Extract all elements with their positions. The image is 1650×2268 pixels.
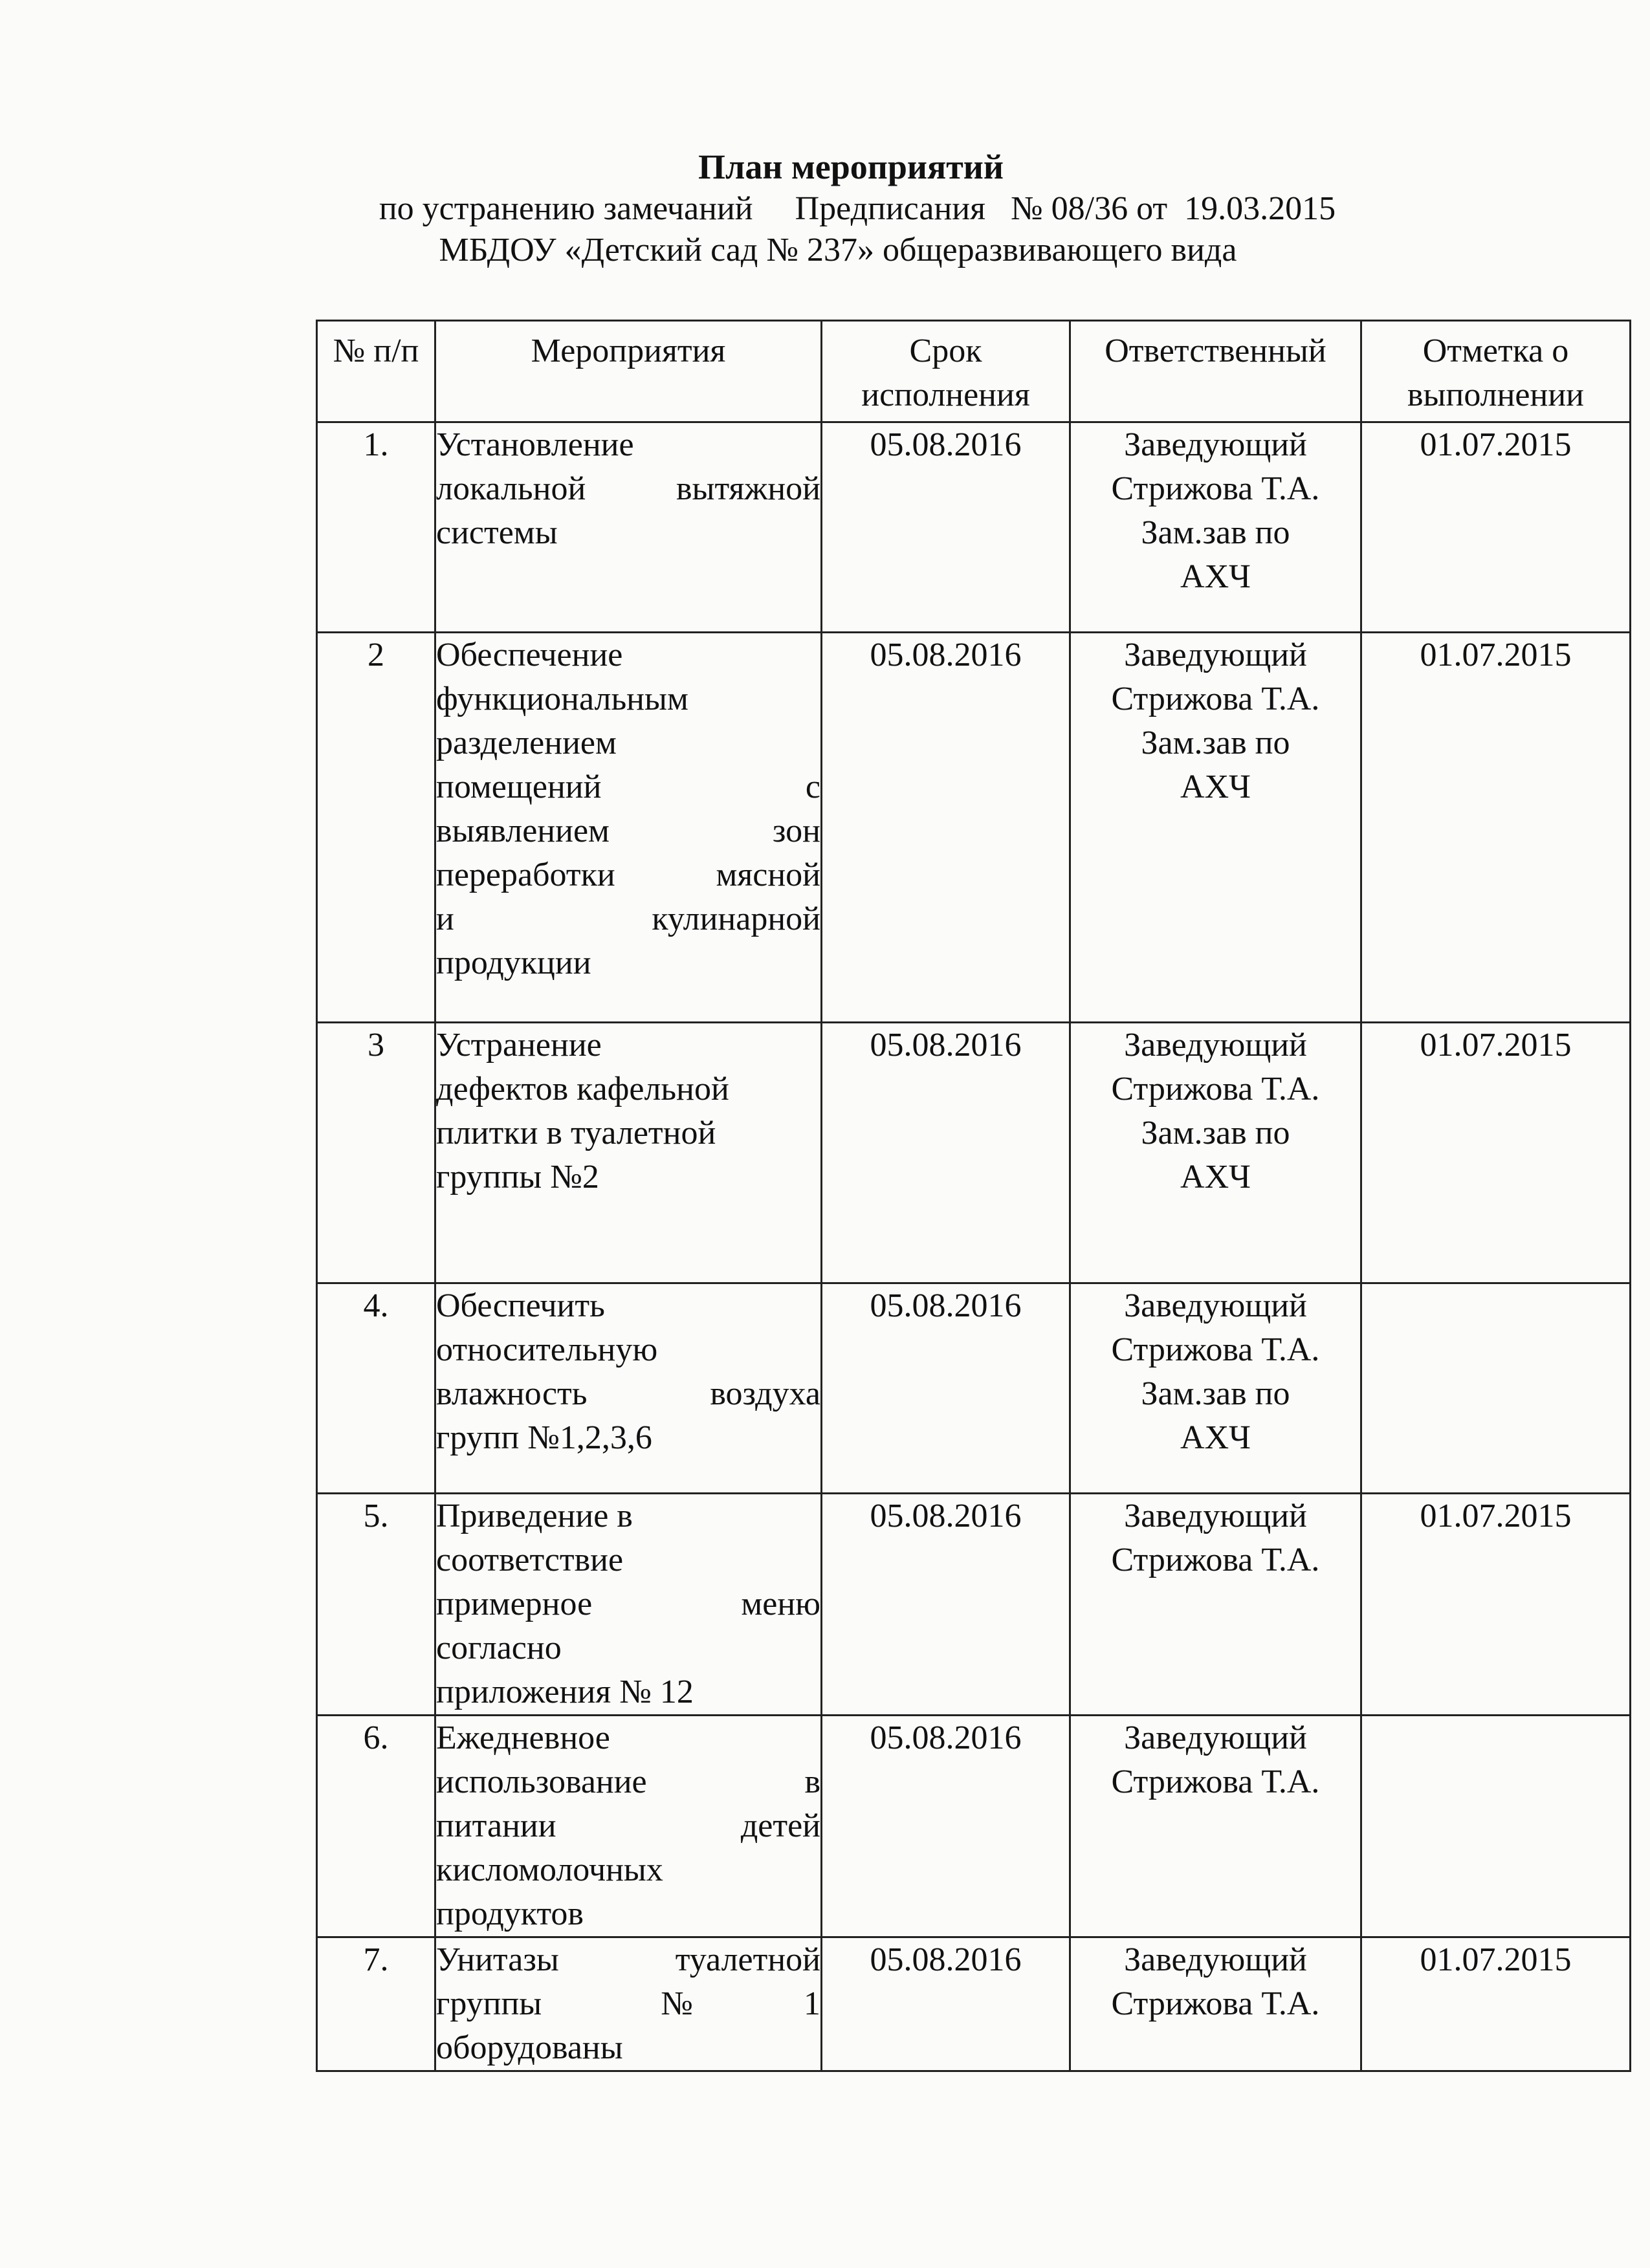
responsible-line: Стрижова Т.А. (1111, 1542, 1320, 1578)
event-line: Приведение в (436, 1498, 633, 1534)
row-responsible (1070, 1937, 1361, 2071)
event-line: дефектов кафельной (436, 1071, 729, 1107)
event-line: разделением (436, 725, 617, 761)
row-done-mark: 01.07.2015 (1361, 1023, 1631, 1283)
row-responsible (1070, 1494, 1361, 1716)
row-responsible (1070, 1023, 1361, 1283)
row-number: 3 (317, 1023, 435, 1283)
responsible-line: Зам.зав по (1141, 1375, 1290, 1412)
event-line: плитки в туалетной (436, 1115, 716, 1151)
event-line: и кулинарной (436, 900, 820, 937)
responsible-line: Стрижова Т.А. (1111, 470, 1320, 507)
row-done-mark: 01.07.2015 (1361, 633, 1631, 1023)
responsible-line: Стрижова Т.А. (1111, 1331, 1320, 1368)
row-deadline: 05.08.2016 (822, 422, 1070, 633)
responsible-line: Стрижова Т.А. (1111, 1763, 1320, 1800)
row-number: 2 (317, 633, 435, 1023)
column-header-deadline: Срок исполнения (822, 321, 1070, 422)
event-line: использование в (436, 1763, 820, 1800)
row-responsible (1070, 633, 1361, 1023)
row-responsible (1070, 1716, 1361, 1937)
table-row (317, 1937, 1631, 2071)
table-row (317, 633, 1631, 1023)
table-row (317, 1494, 1631, 1716)
responsible-line: АХЧ (1180, 769, 1251, 805)
row-event (435, 1023, 822, 1283)
row-event (435, 1494, 822, 1716)
responsible-line: Заведующий (1124, 637, 1307, 673)
event-line: Обеспечение (436, 637, 623, 673)
row-deadline: 05.08.2016 (822, 1023, 1070, 1283)
responsible-line: Заведующий (1124, 426, 1307, 463)
event-line: групп №1,2,3,6 (436, 1419, 652, 1456)
row-deadline: 05.08.2016 (822, 1494, 1070, 1716)
responsible-line: Стрижова Т.А. (1111, 1985, 1320, 2022)
row-event (435, 633, 822, 1023)
event-line: Обеспечить (436, 1287, 605, 1324)
row-event (435, 422, 822, 633)
event-line: Ежедневное (436, 1719, 610, 1756)
row-deadline: 05.08.2016 (822, 1283, 1070, 1494)
responsible-line: Заведующий (1124, 1941, 1307, 1978)
row-responsible (1070, 422, 1361, 633)
table-row (317, 422, 1631, 633)
row-number: 1. (317, 422, 435, 633)
responsible-line: Зам.зав по (1141, 514, 1290, 551)
column-header-event: Мероприятия (435, 321, 822, 422)
table-row (317, 1716, 1631, 1937)
event-line: питании детей (436, 1807, 820, 1844)
document-header (0, 146, 1650, 271)
event-line: переработки мясной (436, 856, 820, 893)
responsible-line: Заведующий (1124, 1287, 1307, 1324)
row-number: 7. (317, 1937, 435, 2071)
event-line: помещений с (436, 769, 820, 805)
row-done-mark: 01.07.2015 (1361, 1494, 1631, 1716)
document-subtitle-line-1: по устранению замечаний Предписания № 08/36 от 19.03.2015 (379, 190, 1336, 227)
table-header-row (317, 321, 1631, 422)
event-line: относительную (436, 1331, 658, 1368)
event-line: продукции (436, 944, 591, 981)
event-line: системы (436, 514, 558, 551)
event-line: выявлением зон (436, 812, 820, 849)
event-line: группы №1 (436, 1985, 820, 2022)
row-deadline: 05.08.2016 (822, 633, 1070, 1023)
responsible-line: Стрижова Т.А. (1111, 681, 1320, 717)
row-number: 5. (317, 1494, 435, 1716)
table-row (317, 1283, 1631, 1494)
event-line: примерное меню (436, 1586, 820, 1622)
column-header-responsible: Ответственный (1070, 321, 1361, 422)
table-row (317, 1023, 1631, 1283)
document-subtitle-line-2: МБДОУ «Детский сад № 237» общеразвивающего вида (439, 232, 1237, 268)
responsible-line: Зам.зав по (1141, 1115, 1290, 1151)
responsible-line: Заведующий (1124, 1719, 1307, 1756)
event-line: локальной вытяжной (436, 470, 820, 507)
responsible-line: АХЧ (1180, 1419, 1251, 1456)
row-done-mark: 01.07.2015 (1361, 1937, 1631, 2071)
row-done-mark (1361, 1283, 1631, 1494)
action-plan-table (316, 320, 1631, 2072)
responsible-line: АХЧ (1180, 558, 1251, 595)
event-line: приложения № 12 (436, 1674, 694, 1710)
event-line: группы №2 (436, 1159, 599, 1195)
responsible-line: Заведующий (1124, 1027, 1307, 1063)
event-line: соответствие (436, 1542, 624, 1578)
responsible-line: АХЧ (1180, 1159, 1251, 1195)
event-line: Устранение (436, 1027, 602, 1063)
row-number: 4. (317, 1283, 435, 1494)
event-line: кисломолочных (436, 1851, 663, 1888)
event-line: согласно (436, 1630, 562, 1666)
row-done-mark: 01.07.2015 (1361, 422, 1631, 633)
responsible-line: Заведующий (1124, 1498, 1307, 1534)
responsible-line: Зам.зав по (1141, 725, 1290, 761)
row-event (435, 1937, 822, 2071)
event-line: Установление (436, 426, 634, 463)
row-number: 6. (317, 1716, 435, 1937)
responsible-line: Стрижова Т.А. (1111, 1071, 1320, 1107)
event-line: влажность воздуха (436, 1375, 820, 1412)
event-line: оборудованы (436, 2029, 623, 2066)
row-deadline: 05.08.2016 (822, 1937, 1070, 2071)
event-line: Унитазы туалетной (436, 1941, 820, 1978)
row-event (435, 1283, 822, 1494)
column-header-done: Отметка о выполнении (1361, 321, 1631, 422)
row-responsible (1070, 1283, 1361, 1494)
row-done-mark (1361, 1716, 1631, 1937)
column-header-number: № п/п (317, 321, 435, 422)
document-title: План мероприятий (698, 147, 1004, 186)
event-line: функциональным (436, 681, 688, 717)
row-event (435, 1716, 822, 1937)
row-deadline: 05.08.2016 (822, 1716, 1070, 1937)
event-line: продуктов (436, 1895, 584, 1932)
